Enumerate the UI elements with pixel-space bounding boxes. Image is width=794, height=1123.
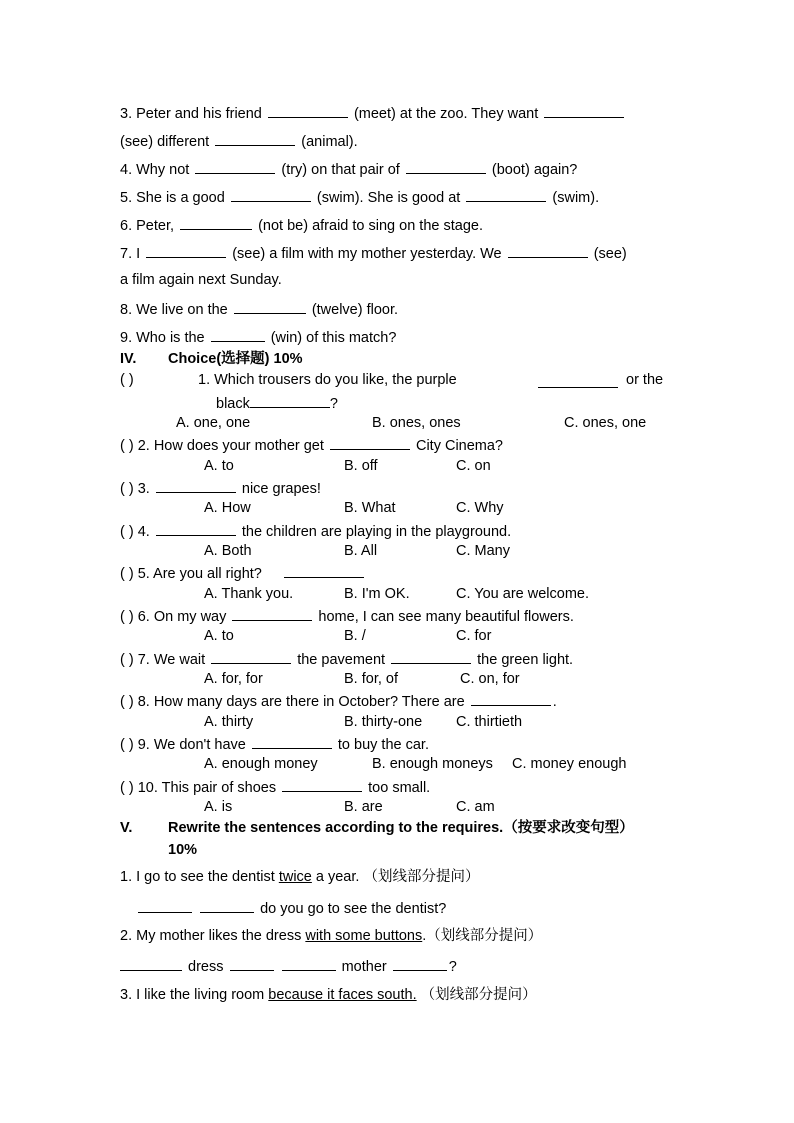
choice-question-9 — [120, 734, 429, 754]
question-text: 3. I like the living room — [120, 987, 265, 1003]
rewrite-answer-2 — [120, 956, 457, 976]
section-number: V. — [120, 820, 133, 836]
rewrite-question-2 — [120, 927, 542, 945]
question-text-2: the children are playing in the playground. — [241, 524, 512, 540]
section-title: Choice(选择题) 10% — [168, 351, 303, 367]
question-text-2: .（划线部分提问） — [422, 928, 543, 944]
answer-blank[interactable] — [230, 956, 274, 971]
answer-blank[interactable] — [156, 478, 236, 493]
rewrite-answer-1 — [136, 898, 446, 918]
question-9 — [120, 327, 396, 347]
answer-paren[interactable]: ( ) — [120, 372, 134, 388]
question-text-2: the pavement — [297, 652, 386, 668]
choice-question-8 — [120, 691, 557, 711]
choice-question-4 — [120, 521, 511, 541]
question-5 — [120, 187, 599, 207]
q4-text-2: (try) on that pair of — [281, 162, 400, 178]
choice-question-7 — [120, 649, 573, 669]
q7-text-3: (see) — [593, 246, 627, 262]
choice-question-1-cont — [216, 393, 338, 413]
section-score: 10% — [168, 842, 198, 858]
question-7-line2 — [120, 271, 282, 289]
q5-text-2: (swim). She is good at — [316, 190, 461, 206]
section-iv-heading — [120, 350, 303, 368]
question-text: 2. How does your mother get — [137, 438, 324, 454]
answer-text-3: ? — [448, 959, 457, 975]
q8-text: 8. We live on the — [120, 302, 228, 318]
answer-blank[interactable] — [195, 159, 275, 174]
question-text: 10. This pair of shoes — [137, 780, 277, 796]
option-a[interactable]: A. one, one — [176, 415, 251, 431]
underlined-text: with some buttons — [305, 928, 423, 944]
option-b[interactable]: B. enough moneys — [372, 756, 493, 772]
q5-text: 5. She is a good — [120, 190, 225, 206]
answer-text: dress — [188, 959, 224, 975]
question-3-line1 — [120, 103, 626, 123]
underlined-text: twice — [278, 869, 312, 885]
q4-text-3: (boot) again? — [491, 162, 578, 178]
q9-text-2: (win) of this match? — [270, 330, 397, 346]
choice-question-3 — [120, 478, 321, 498]
option-c[interactable]: C. thirtieth — [456, 714, 523, 730]
question-text-2: too small. — [368, 780, 431, 796]
answer-blank[interactable] — [406, 159, 486, 174]
option-c[interactable]: C. Why — [456, 500, 504, 516]
option-a[interactable]: A. Both — [204, 543, 252, 559]
answer-blank[interactable] — [393, 956, 447, 971]
q4-text: 4. Why not — [120, 162, 190, 178]
answer-blank[interactable] — [330, 435, 410, 450]
q3-text: 3. Peter and his friend — [120, 106, 262, 122]
answer-blank[interactable] — [268, 103, 348, 118]
option-a[interactable]: A. thirty — [204, 714, 254, 730]
answer-blank[interactable] — [471, 691, 551, 706]
option-b[interactable]: B. thirty-one — [344, 714, 423, 730]
q3-text-2: (meet) at the zoo. They want — [353, 106, 539, 122]
option-a[interactable]: A. to — [204, 628, 234, 644]
answer-blank[interactable] — [466, 187, 546, 202]
question-text-2: home, I can see many beautiful flowers. — [318, 609, 574, 625]
answer-blank[interactable] — [211, 327, 265, 342]
answer-blank[interactable] — [211, 649, 291, 664]
answer-blank[interactable] — [282, 956, 336, 971]
choice-question-10 — [120, 777, 430, 797]
answer-paren[interactable]: ( ) — [120, 780, 134, 796]
answer-paren[interactable]: ( ) — [120, 438, 134, 454]
q8-text-2: (twelve) floor. — [311, 302, 399, 318]
q5-text-3: (swim). — [552, 190, 600, 206]
answer-blank[interactable] — [215, 131, 295, 146]
option-b[interactable]: B. ones, ones — [372, 415, 461, 431]
answer-blank[interactable] — [138, 898, 192, 913]
q7-text: 7. I — [120, 246, 141, 262]
choice-question-5 — [120, 563, 366, 583]
question-text-2: to buy the car. — [337, 737, 429, 753]
underlined-text: because it faces south. — [268, 987, 417, 1003]
question-text-3: black — [216, 396, 250, 412]
section-title: Rewrite the sentences according to the requires.（按要求改变句型） — [168, 820, 634, 836]
answer-blank[interactable] — [252, 734, 332, 749]
answer-paren[interactable]: ( ) — [120, 694, 134, 710]
section-number: IV. — [120, 351, 137, 367]
answer-blank[interactable] — [156, 521, 236, 536]
answer-blank[interactable] — [250, 393, 330, 408]
answer-paren[interactable]: ( ) — [120, 609, 134, 625]
option-c[interactable]: C. for — [456, 628, 492, 644]
option-a[interactable]: A. for, for — [204, 671, 263, 687]
question-text-2: . — [552, 694, 557, 710]
answer-paren[interactable]: ( ) — [120, 524, 134, 540]
choice-question-6 — [120, 606, 574, 626]
answer-blank[interactable] — [146, 243, 226, 258]
option-c[interactable]: C. am — [456, 799, 495, 815]
rewrite-question-3 — [120, 986, 537, 1004]
option-c[interactable]: C. on — [456, 458, 491, 474]
question-7-line1 — [120, 243, 627, 263]
choice-question-2 — [120, 435, 503, 455]
answer-blank[interactable] — [284, 563, 364, 578]
question-text: 8. How many days are there in October? There are — [137, 694, 465, 710]
answer-blank[interactable] — [234, 299, 306, 314]
question-text-2: City Cinema? — [415, 438, 503, 454]
choice-question-1 — [120, 371, 675, 389]
answer-blank[interactable] — [391, 649, 471, 664]
q3-text-3: (see) different — [120, 134, 210, 150]
answer-blank[interactable] — [231, 187, 311, 202]
section-v-heading — [120, 819, 634, 837]
answer-blank[interactable] — [544, 103, 624, 118]
answer-blank[interactable] — [232, 606, 312, 621]
option-b[interactable]: B. All — [344, 543, 378, 559]
option-b[interactable]: B. off — [344, 458, 378, 474]
q6-text-2: (not be) afraid to sing on the stage. — [258, 218, 483, 234]
option-a[interactable]: A. enough money — [204, 756, 318, 772]
question-text: 5. Are you all right? — [137, 566, 262, 582]
answer-blank[interactable] — [120, 956, 182, 971]
answer-blank[interactable] — [200, 898, 254, 913]
answer-paren[interactable]: ( ) — [120, 737, 134, 753]
option-b[interactable]: B. for, of — [344, 671, 398, 687]
answer-blank[interactable] — [282, 777, 362, 792]
question-text-3: the green light. — [477, 652, 574, 668]
option-c[interactable]: C. money enough — [512, 756, 627, 772]
question-4 — [120, 159, 577, 179]
option-c[interactable]: C. You are welcome. — [456, 586, 589, 602]
question-text: 7. We wait — [137, 652, 206, 668]
question-text-2: a year. （划线部分提问） — [315, 869, 480, 885]
answer-blank[interactable] — [538, 373, 618, 388]
option-b[interactable]: B. What — [344, 500, 396, 516]
question-8 — [120, 299, 398, 319]
option-a[interactable]: A. How — [204, 500, 251, 516]
answer-paren[interactable]: ( ) — [120, 652, 134, 668]
answer-blank[interactable] — [508, 243, 588, 258]
question-text-2: or the — [626, 372, 664, 388]
question-text: 2. My mother likes the dress — [120, 928, 302, 944]
question-text-4: ? — [329, 396, 338, 412]
answer-text-2: mother — [341, 959, 387, 975]
option-a[interactable]: A. Thank you. — [204, 586, 294, 602]
q6-text: 6. Peter, — [120, 218, 175, 234]
question-text: 1. I go to see the dentist — [120, 869, 275, 885]
rewrite-question-1 — [120, 868, 479, 886]
answer-blank[interactable] — [180, 215, 252, 230]
option-c[interactable]: C. Many — [456, 543, 510, 559]
option-b[interactable]: B. / — [344, 628, 366, 644]
question-text: 6. On my way — [137, 609, 227, 625]
option-b[interactable]: B. are — [344, 799, 383, 815]
question-text: 4. — [137, 524, 150, 540]
question-text: 1. Which trousers do you like, the purple — [198, 372, 457, 388]
question-text: 3. — [137, 481, 150, 497]
question-text-2: （划线部分提问） — [420, 987, 537, 1003]
answer-paren[interactable]: ( ) — [120, 481, 134, 497]
question-3-line2 — [120, 131, 358, 151]
option-a[interactable]: A. to — [204, 458, 234, 474]
question-text: 9. We don't have — [137, 737, 246, 753]
q7-text-2: (see) a film with my mother yesterday. We — [232, 246, 502, 262]
option-c[interactable]: C. ones, one — [564, 415, 647, 431]
q3-text-4: (animal). — [301, 134, 358, 150]
option-a[interactable]: A. is — [204, 799, 233, 815]
option-b[interactable]: B. I'm OK. — [344, 586, 410, 602]
option-c[interactable]: C. on, for — [460, 671, 520, 687]
question-6 — [120, 215, 483, 235]
answer-text: do you go to see the dentist? — [260, 901, 447, 917]
q7-text-4: a film again next Sunday. — [120, 272, 282, 288]
question-text-2: nice grapes! — [241, 481, 321, 497]
answer-paren[interactable]: ( ) — [120, 566, 134, 582]
q9-text: 9. Who is the — [120, 330, 205, 346]
